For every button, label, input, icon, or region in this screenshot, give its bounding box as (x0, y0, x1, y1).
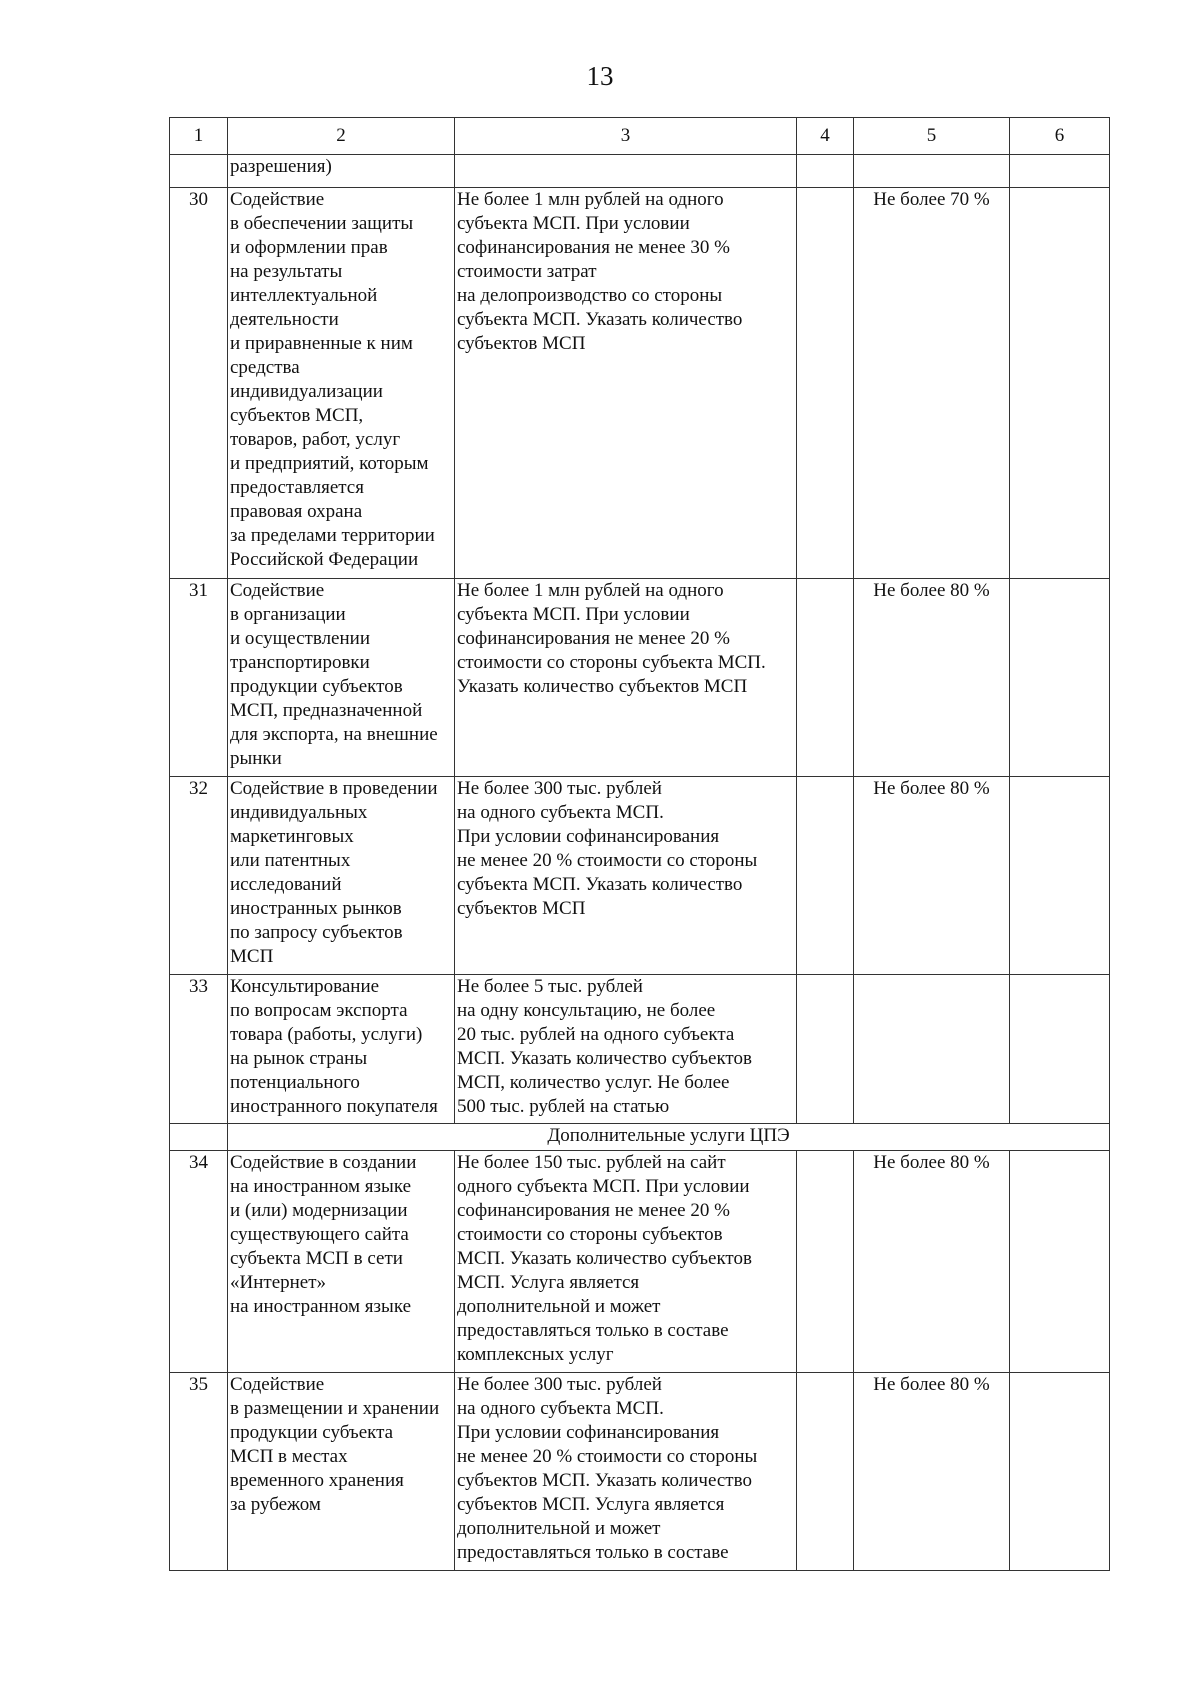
service-name: Содействие в создании на иностранном языке и (или) модернизации существующего сайта субъекта МСП в сети «Интернет» на иностранном языке (228, 1151, 455, 1373)
service-conditions: Не более 1 млн рублей на одного субъекта МСП. При условии софинансирования не менее 30 % стоимости затрат на делопроизводство со стороны субъекта МСП. Указать количество субъектов МСП (455, 188, 797, 579)
table-row (170, 1373, 1110, 1571)
row-number: 33 (170, 975, 228, 1124)
service-conditions: Не более 150 тыс. рублей на сайт одного субъекта МСП. При условии софинансирования не менее 20 % стоимости со стороны субъектов МСП. Указать количество субъектов МСП. Услуга является дополнительной и может предоставляться только в составе комплексных услуг (455, 1151, 797, 1373)
col4-cell (797, 1373, 854, 1571)
table-header-row (170, 118, 1110, 155)
table-row (170, 777, 1110, 975)
row-number: 32 (170, 777, 228, 975)
service-name: Содействие в организации и осуществлении транспортировки продукции субъектов МСП, предназначенной для экспорта, на внешние рынки (228, 579, 455, 777)
column-header: 2 (228, 118, 455, 155)
col6-cell (1010, 975, 1110, 1124)
row-number: 31 (170, 579, 228, 777)
service-name: Консультирование по вопросам экспорта товара (работы, услуги) на рынок страны потенциального иностранного покупателя (228, 975, 455, 1124)
col4-cell (797, 975, 854, 1124)
service-name: Содействие в размещении и хранении продукции субъекта МСП в местах временного хранения за рубежом (228, 1373, 455, 1571)
table-row (170, 155, 1110, 188)
column-header: 1 (170, 118, 228, 155)
column-header: 3 (455, 118, 797, 155)
service-conditions: Не более 300 тыс. рублей на одного субъекта МСП. При условии софинансирования не менее 20 % стоимости со стороны субъектов МСП. Указать количество субъектов МСП. Услуга является дополнительной и может предоставляться только в составе (455, 1373, 797, 1571)
service-name: Содействие в проведении индивидуальных маркетинговых или патентных исследований иностранных рынков по запросу субъектов МСП (228, 777, 455, 975)
col6-cell (1010, 777, 1110, 975)
service-conditions (455, 155, 797, 188)
cofinancing-share: Не более 80 % (854, 777, 1010, 975)
column-header: 4 (797, 118, 854, 155)
service-name: Содействие в обеспечении защиты и оформлении прав на результаты интеллектуальной деятельности и приравненные к ним средства индивидуализации субъектов МСП, товаров, работ, услуг и предприятий, которым предоставляется правовая охрана за пределами территории Российской Федерации (228, 188, 455, 579)
col6-cell (1010, 579, 1110, 777)
services-table (169, 117, 1110, 1571)
col4-cell (797, 1151, 854, 1373)
table-row (170, 1151, 1110, 1373)
section-spacer (170, 1124, 228, 1151)
table-row (170, 975, 1110, 1124)
section-title: Дополнительные услуги ЦПЭ (228, 1124, 1110, 1151)
col4-cell (797, 188, 854, 579)
cofinancing-share: Не более 80 % (854, 579, 1010, 777)
cofinancing-share (854, 155, 1010, 188)
cofinancing-share: Не более 80 % (854, 1373, 1010, 1571)
col6-cell (1010, 1151, 1110, 1373)
col4-cell (797, 777, 854, 975)
row-number: 34 (170, 1151, 228, 1373)
cofinancing-share: Не более 80 % (854, 1151, 1010, 1373)
col4-cell (797, 155, 854, 188)
section-row (170, 1124, 1110, 1151)
col4-cell (797, 579, 854, 777)
page-number: 13 (586, 61, 614, 91)
cofinancing-share (854, 975, 1010, 1124)
service-conditions: Не более 5 тыс. рублей на одну консультацию, не более 20 тыс. рублей на одного субъекта МСП. Указать количество субъектов МСП, количество услуг. Не более 500 тыс. рублей на статью (455, 975, 797, 1124)
service-name: разрешения) (228, 155, 455, 188)
column-header: 5 (854, 118, 1010, 155)
row-number (170, 155, 228, 188)
col6-cell (1010, 188, 1110, 579)
table-row (170, 579, 1110, 777)
row-number: 35 (170, 1373, 228, 1571)
table-row (170, 188, 1110, 579)
row-number: 30 (170, 188, 228, 579)
column-header: 6 (1010, 118, 1110, 155)
cofinancing-share: Не более 70 % (854, 188, 1010, 579)
service-conditions: Не более 1 млн рублей на одного субъекта МСП. При условии софинансирования не менее 20 % стоимости со стороны субъекта МСП. Указать количество субъектов МСП (455, 579, 797, 777)
col6-cell (1010, 1373, 1110, 1571)
service-conditions: Не более 300 тыс. рублей на одного субъекта МСП. При условии софинансирования не менее 20 % стоимости со стороны субъекта МСП. Указать количество субъектов МСП (455, 777, 797, 975)
col6-cell (1010, 155, 1110, 188)
